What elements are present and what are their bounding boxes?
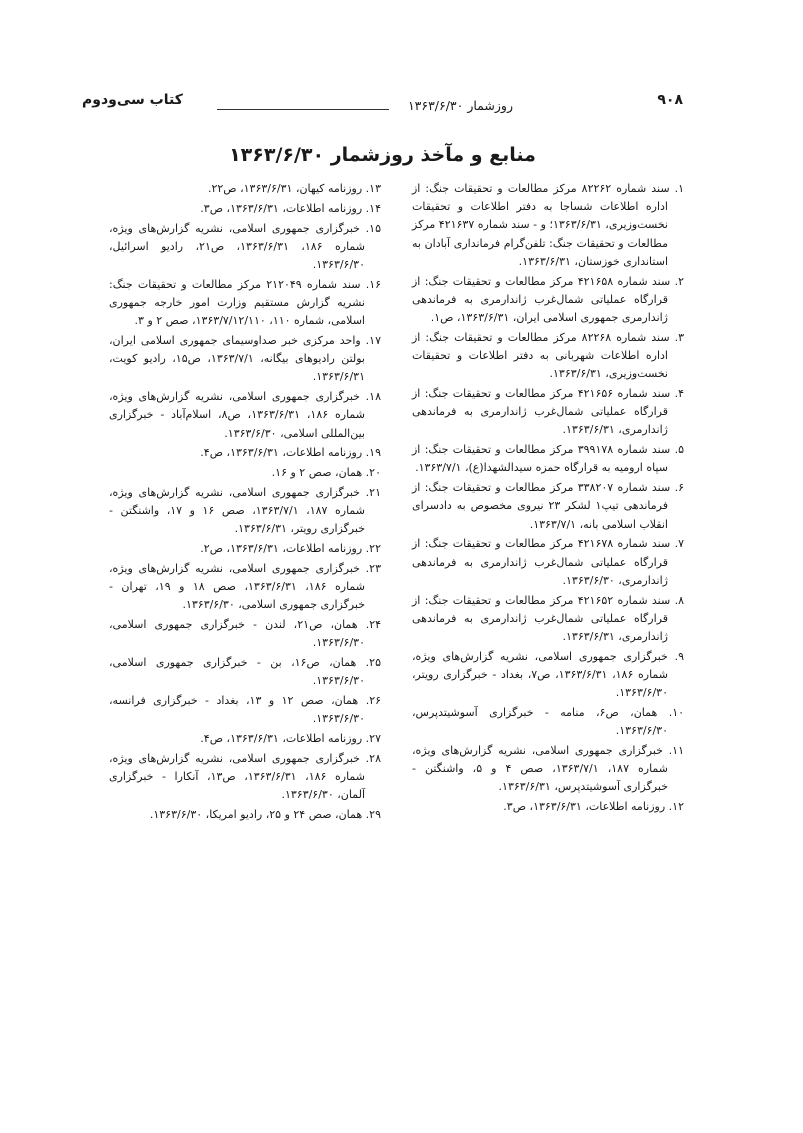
note-text: سند شماره ۴۲۱۶۵۶ مرکز مطالعات و تحقیقات جنگ: از قرارگاه عملیاتی شمال‌غرب ژاندارمری به فرماندهی ژاندارمری، ۱۳۶۳/۶/۳۱.: [412, 387, 671, 437]
note-text: خبرگزاری جمهوری اسلامی، نشریه گزارش‌های ویژه، شماره ۱۸۶، ۱۳۶۳/۶/۳۱، ص۷، بغداد - خبرگزاری رویتر، ۱۳۶۳/۶/۳۰.: [412, 649, 668, 700]
note-number: ۲۰.: [365, 466, 381, 480]
note-number: ۱۳.: [365, 182, 381, 195]
note-number: ۳.: [674, 330, 684, 344]
note-number: ۲۲.: [365, 542, 381, 556]
note-number: ۲۴.: [365, 618, 382, 632]
page-number: ۹۰۸: [657, 92, 683, 108]
note-text: روزنامه اطلاعات، ۱۳۶۳/۶/۳۱، ص۳.: [503, 800, 666, 814]
note-number: ۲۱.: [365, 486, 381, 499]
reference-note: [109, 332, 381, 387]
reference-note: [109, 692, 381, 728]
note-text: همان، ص۲۱، لندن - خبرگزاری جمهوری اسلامی، ۱۳۶۳/۶/۳۰.: [109, 618, 365, 650]
note-text: همان، صص ۲ و ۱۶.: [271, 466, 363, 480]
note-number: ۲۵.: [365, 656, 381, 670]
note-number: ۱۵.: [365, 221, 381, 235]
reference-note: [109, 484, 381, 539]
reference-note: [412, 648, 684, 703]
reference-note: [109, 806, 381, 824]
note-text: خبرگزاری جمهوری اسلامی، نشریه گزارش‌های ویژه، شماره ۱۸۷، ۱۳۶۳/۷/۱، صص ۱۶ و ۱۷، واشنگتن - خبرگزاری رویتر، ۱۳۶۳/۶/۳۱.: [109, 486, 366, 536]
note-number: ۹.: [674, 649, 684, 663]
reference-note: [109, 388, 381, 443]
note-number: ۵.: [674, 443, 684, 457]
note-text: خبرگزاری جمهوری اسلامی، نشریه گزارش‌های ویژه، شماره ۱۸۶، ۱۳۶۳/۶/۳۱، ص۲۱، رادیو اسرائیل، ۱۳۶۳/۶/۳۰.: [109, 221, 365, 271]
note-text: همان، ص۱۶، بن - خبرگزاری جمهوری اسلامی، ۱۳۶۳/۶/۳۰.: [109, 656, 365, 688]
note-text: سند شماره ۸۲۲۶۸ مرکز مطالعات و تحقیقات جنگ: از اداره اطلاعات شهربانی به دفتر اطلاعات و تحقیقات نخست‌وزیری، ۱۳۶۳/۶/۳۱.: [412, 330, 670, 381]
book-title: کتاب سی‌ودوم: [82, 92, 183, 108]
note-number: ۴.: [674, 387, 684, 401]
note-number: ۲۷.: [365, 732, 381, 746]
reference-note: [109, 220, 381, 275]
reference-note: [109, 616, 381, 652]
note-text: روزنامه اطلاعات، ۱۳۶۳/۶/۳۱، ص۳.: [200, 201, 363, 215]
note-number: ۲۹.: [365, 808, 381, 822]
notes-column-right: [412, 180, 684, 818]
note-text: خبرگزاری جمهوری اسلامی، نشریه گزارش‌های ویژه، شماره ۱۸۶، ۱۳۶۳/۶/۳۱، صص ۱۸ و ۱۹، تهران - خبرگزاری جمهوری اسلامی، ۱۳۶۳/۶/۳۰.: [109, 562, 365, 612]
note-number: ۲۳.: [365, 562, 381, 575]
note-text: سند شماره ۸۲۲۶۲ مرکز مطالعات و تحقیقات جنگ: از اداره اطلاعات شساجا به دفتر اطلاعات و تحقیقات نخست‌وزیری، ۱۳۶۳/۶/۳۱؛ و - سند شماره ۴۲۱۶۳۷ مرکز مطالعات و تحقیقات جنگ: تلفن‌گرام فرمانداری آبادان به استانداری خوزستان، ۱۳۶۳/۶/۳۱.: [412, 182, 670, 268]
reference-note: [412, 479, 684, 534]
reference-note: [412, 742, 684, 797]
reference-note: [109, 750, 381, 805]
note-text: روزنامه اطلاعات، ۱۳۶۳/۶/۳۱، ص۴.: [200, 732, 363, 746]
reference-note: [412, 441, 684, 477]
note-text: همان، ص۶، منامه - خبرگزاری آسوشیتدپرس، ۱۳۶۳/۶/۳۰.: [412, 706, 668, 738]
note-number: ۱۷.: [365, 334, 381, 347]
note-number: ۲.: [674, 274, 684, 288]
note-number: ۲۸.: [365, 752, 381, 765]
note-number: ۶.: [674, 481, 684, 495]
reference-note: [109, 464, 381, 482]
note-text: خبرگزاری جمهوری اسلامی، نشریه گزارش‌های ویژه، شماره ۱۸۶، ۱۳۶۳/۶/۳۱، ص۱۳، آنکارا - خبرگزاری آلمان، ۱۳۶۳/۶/۳۰.: [109, 752, 365, 802]
note-text: همان، صص ۲۴ و ۲۵، رادیو امریکا، ۱۳۶۳/۶/۳۰.: [149, 808, 363, 822]
note-number: ۱۹.: [365, 446, 381, 460]
note-number: ۷.: [674, 537, 684, 551]
note-number: ۱۰.: [668, 706, 685, 720]
reference-note: [109, 276, 381, 331]
note-number: ۱۲.: [668, 800, 684, 814]
note-number: ۱۶.: [365, 277, 382, 291]
page-title: منابع و مآخذ روزشمار ۱۳۶۳/۶/۳۰: [229, 144, 536, 166]
reference-note: [109, 654, 381, 690]
reference-note: [412, 180, 684, 271]
note-text: خبرگزاری جمهوری اسلامی، نشریه گزارش‌های ویژه، شماره ۱۸۷، ۱۳۶۳/۷/۱، صص ۴ و ۵، واشنگتن - خبرگزاری آسوشیتدپرس، ۱۳۶۳/۶/۳۱.: [412, 744, 668, 794]
reference-note: [109, 180, 381, 198]
page-header: [82, 92, 683, 122]
header-rule: [217, 109, 389, 110]
note-text: سند شماره ۴۲۱۶۵۲ مرکز مطالعات و تحقیقات جنگ: از قرارگاه عملیاتی شمال‌غرب ژاندارمری به فرماندهی ژاندارمری، ۱۳۶۳/۶/۳۱.: [412, 593, 671, 644]
reference-note: [109, 200, 381, 218]
note-text: سند شماره ۴۲۱۶۷۸ مرکز مطالعات و تحقیقات جنگ: از قرارگاه عملیاتی شمال‌غرب ژاندارمری به فرماندهی ژاندارمری، ۱۳۶۳/۶/۳۰.: [412, 537, 671, 587]
note-number: ۱۴.: [365, 201, 381, 215]
note-text: روزنامه اطلاعات، ۱۳۶۳/۶/۳۱، ص۲.: [200, 542, 363, 556]
reference-note: [109, 730, 381, 748]
notes-column-left: [109, 180, 381, 826]
note-number: ۱۸.: [365, 390, 381, 404]
reference-note: [412, 273, 684, 328]
reference-note: [412, 385, 684, 440]
reference-note: [109, 444, 381, 462]
note-text: سند شماره ۳۳۸۲۰۷ مرکز مطالعات و تحقیقات جنگ: از فرماندهی تیپ۱ لشکر ۲۳ نیروی مخصوص به دادسرای انقلاب اسلامی بانه، ۱۳۶۳/۷/۱.: [412, 481, 671, 531]
note-text: روزنامه کیهان، ۱۳۶۳/۶/۳۱، ص۲۲.: [207, 182, 363, 195]
note-text: همان، صص ۱۲ و ۱۳، بغداد - خبرگزاری فرانسه، ۱۳۶۳/۶/۳۰.: [109, 694, 365, 726]
reference-note: [412, 592, 684, 647]
note-number: ۱.: [674, 182, 684, 195]
reference-note: [412, 329, 684, 384]
note-number: ۱۱.: [668, 744, 684, 758]
reference-note: [109, 560, 381, 615]
reference-note: [412, 704, 684, 740]
note-text: سند شماره ۲۱۲۰۴۹ مرکز مطالعات و تحقیقات جنگ: نشریه گزارش مستقیم وزارت امور خارجه جمهوری اسلامی، شماره ۱۱۰، ۱۳۶۳/۷/۱۲/۱۱۰، صص ۲ و ۳.: [109, 277, 365, 328]
note-text: سند شماره ۳۹۹۱۷۸ مرکز مطالعات و تحقیقات جنگ: از سپاه ارومیه به قرارگاه حمزه سیدالشهدا(ع)، ۱۳۶۳/۷/۱.: [412, 443, 671, 475]
reference-note: [412, 535, 684, 590]
note-text: واحد مرکزی خبر صداوسیمای جمهوری اسلامی ایران، بولتن رادیوهای بیگانه، ۱۳۶۳/۷/۱، ص۱۵، رادیو کویت، ۱۳۶۳/۶/۳۱.: [109, 334, 365, 384]
note-text: روزنامه اطلاعات، ۱۳۶۳/۶/۳۱، ص۴.: [200, 446, 363, 460]
note-number: ۲۶.: [365, 694, 382, 708]
note-number: ۸.: [674, 593, 684, 607]
note-text: خبرگزاری جمهوری اسلامی، نشریه گزارش‌های ویژه، شماره ۱۸۶، ۱۳۶۳/۶/۳۱، ص۸، اسلام‌آباد - خبرگزاری بین‌المللی اسلامی، ۱۳۶۳/۶/۳۰.: [109, 390, 365, 440]
running-title: روزشمار ۱۳۶۳/۶/۳۰: [407, 98, 513, 113]
reference-note: [412, 798, 684, 816]
reference-note: [109, 540, 381, 558]
note-text: سند شماره ۴۲۱۶۵۸ مرکز مطالعات و تحقیقات جنگ: از قرارگاه عملیاتی شمال‌غرب ژاندارمری به فرماندهی ژاندارمری جمهوری اسلامی ایران، ۱۳۶۳/۶/۳۱، ص۱.: [412, 274, 671, 325]
